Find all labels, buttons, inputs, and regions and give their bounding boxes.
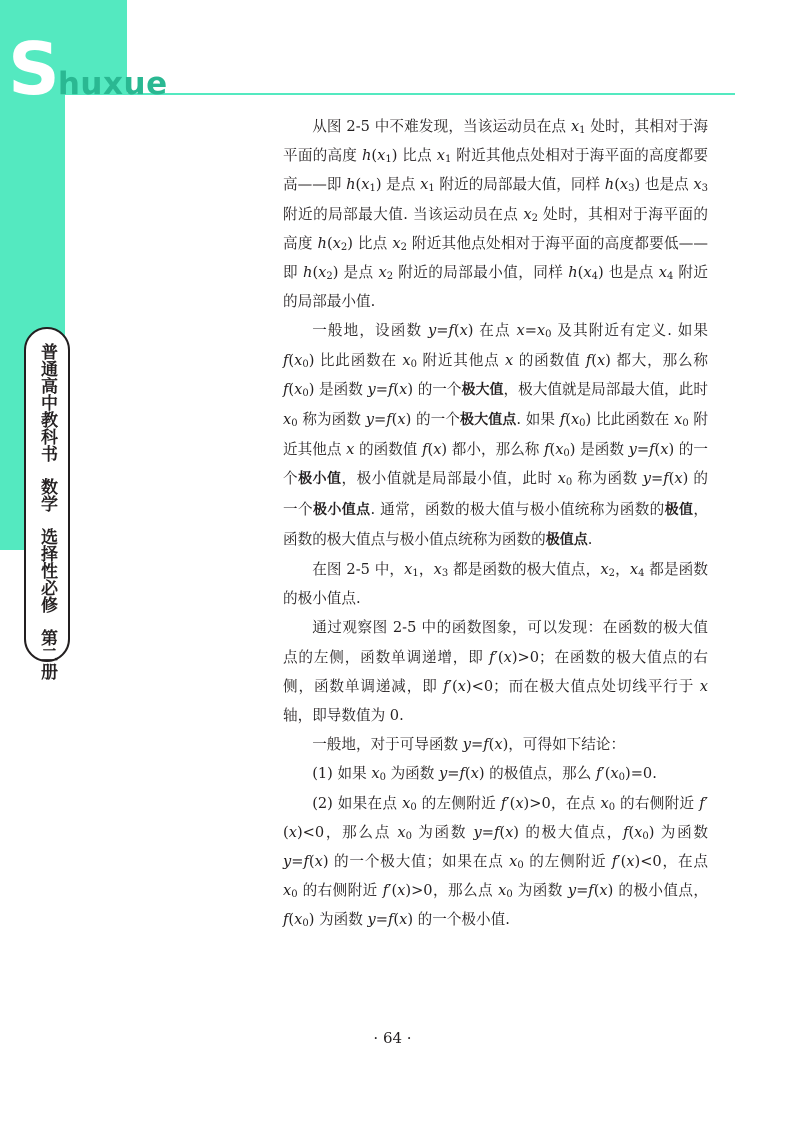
book-subject: 数学 xyxy=(37,478,57,512)
page-body xyxy=(283,112,708,935)
shuxue-logo xyxy=(8,27,168,111)
book-volume: 选择性必修 xyxy=(37,528,57,613)
paragraph: 从图 2-5 中不难发现，当该运动员在点 $x_1$ 处时，其相对于海平面的高度 $h(x_1)$ 比点 $x_1$ 附近其他点处相对于海平面的高度都要高——即 $h(x_1)$ 是点 $x_1$ 附近的局部最大值，同样 $h(x_3)$ 也是点 $x_3$ 附近的局部最大值. 当该运动员在点 $x_2$ 处时，其相对于海平面的高度 $h(x_2)$ 比点 $x_2$ 附近其他点处相对于海平面的高度都要低——即 $h(x_2)$ 是点 $x_2$ 附近的局部最小值，同样 $h(x_4)$ 也是点 $x_4$ 附近的局部最小值. xyxy=(283,118,709,311)
header-rule xyxy=(127,93,735,95)
book-title-text xyxy=(26,343,68,680)
page-number: · 64 · xyxy=(373,1029,412,1047)
paragraph: (1) 如果 $x_0$ 为函数 y=f(x) 的极值点，那么 $f'(x_0)=0$. xyxy=(312,765,657,784)
paragraph: 通过观察图 2-5 中的函数图象，可以发现：在函数的极大值点的左侧，函数单调递增，即 f′(x)>0；在函数的极大值点的右侧，函数单调递减，即 f′(x)<0；而在极大值点处切线平行于 x 轴，即导数值为 0. xyxy=(283,619,708,725)
book-series: 普通高中教科书 xyxy=(37,343,57,462)
logo-initial: S xyxy=(8,27,58,111)
paragraph: 一般地，设函数 y=f(x) 在点 $x=x_0$ 及其附近有定义. 如果 $f(x_0)$ 比此函数在 $x_0$ 附近其他点 x 的函数值 f(x) 都大，那么称 $f(x_0)$ 是函数 y=f(x) 的一个极大值，极大值就是局部最大值，此时 $x_0$ 称为函数 y=f(x) 的一个极大值点. 如果 $f(x_0)$ 比此函数在 $x_0$ 附近其他点 x 的函数值 f(x) 都小，那么称 $f(x_0)$ 是函数 y=f(x) 的一个极小值，极小值就是局部最小值，此时 $x_0$ 称为函数 y=f(x) 的一个极小值点. 通常，函数的极大值与极小值统称为函数的极值，函数的极大值点与极小值点统称为函数的极值点. xyxy=(283,322,709,548)
book-number: 第二册 xyxy=(37,629,57,680)
paragraph: 在图 2-5 中，$x_1$，$x_3$ 都是函数的极大值点，$x_2$，$x_4$ 都是函数的极小值点. xyxy=(283,561,708,608)
logo-text: huxue xyxy=(57,66,168,102)
book-title-tab xyxy=(24,327,70,680)
paragraph: (2) 如果在点 $x_0$ 的左侧附近 f′(x)>0，在点 $x_0$ 的右侧附近 f′(x)<0，那么点 $x_0$ 为函数 y=f(x) 的极大值点，$f(x_0)$ 为函数 y=f(x) 的一个极大值；如果在点 $x_0$ 的左侧附近 f′(x)<0，在点 $x_0$ 的右侧附近 f′(x)>0，那么点 $x_0$ 为函数 y=f(x) 的极小值点，$f(x_0)$ 为函数 y=f(x) 的一个极小值. xyxy=(283,794,709,930)
paragraph: 一般地，对于可导函数 y=f(x)，可得如下结论： xyxy=(312,736,626,754)
